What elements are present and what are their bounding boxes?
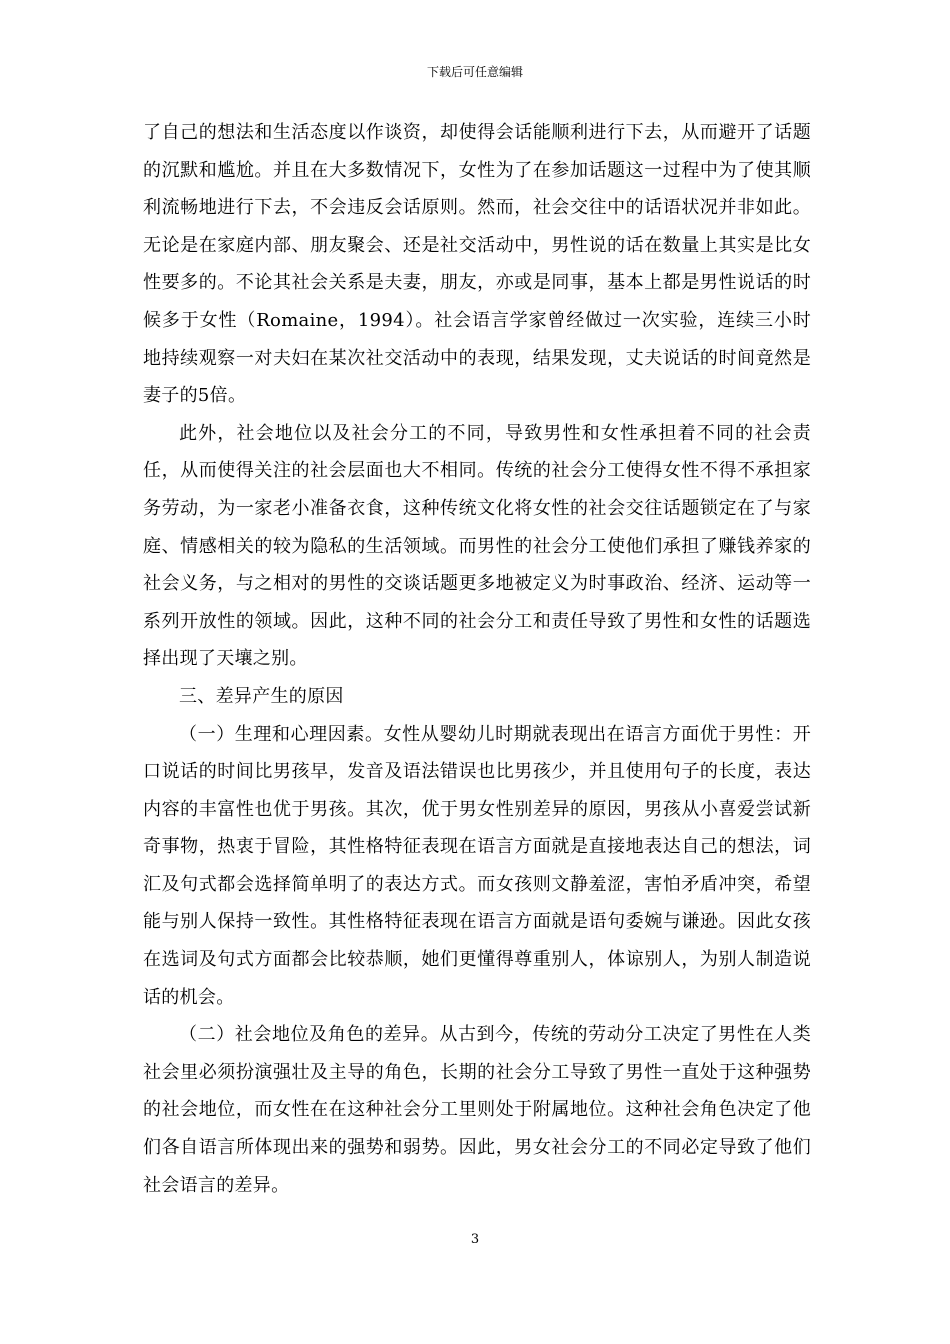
page-number: 3 bbox=[470, 1232, 480, 1247]
section-heading: 三、差异产生的原因 bbox=[179, 685, 344, 707]
paragraph-3: （一）生理和心理因素。女性从婴幼儿时期就表现出在语言方面优于男性：开口说话的时间比男孩早，发音及语法错误也比男孩少，并且使用句子的长度，表达内容的丰富性也优于男孩。其次，优于男女性别差异的原因，男孩从小喜爱尝试新奇事物，热衷于冒险，其性格特征表现在语言方面就是直接地表达自己的想法，词汇及句式都会选择简单明了的表达方式。而女孩则文静羞涩，害怕矛盾冲突，希望能与别人保持一致性。其性格特征表现在语言方面就是语句委婉与谦逊。因此女孩在选词及句式方面都会比较恭顺，她们更懂得尊重别人，体谅别人，为别人制造说话的机会。 bbox=[143, 723, 811, 1008]
paragraph-2: 此外，社会地位以及社会分工的不同，导致男性和女性承担着不同的社会责任，从而使得关注的社会层面也大不相同。传统的社会分工使得女性不得不承担家务劳动，为一家老小准备衣食，这种传统文化将女性的社会交往话题锁定在了与家庭、情感相关的较为隐私的生活领域。而男性的社会分工使他们承担了赚钱养家的社会义务，与之相对的男性的交谈话题更多地被定义为时事政治、经济、运动等一系列开放性的领域。因此，这种不同的社会分工和责任导致了男性和女性的话题选择出现了天壤之别。 bbox=[143, 422, 811, 670]
paragraph-1: 了自己的想法和生活态度以作谈资，却使得会话能顺利进行下去，从而避开了话题的沉默和尴尬。并且在大多数情况下，女性为了在参加话题这一过程中为了使其顺利流畅地进行下去，不会违反会话原则。然而，社会交往中的话语状况并非如此。无论是在家庭内部、朋友聚会、还是社交活动中，男性说的话在数量上其实是比女性要多的。不论其社会关系是夫妻，朋友，亦或是同事，基本上都是男性说话的时候多于女性（Romaine，1994）。社会语言学家曾经做过一次实验，连续三小时地持续观察一对夫妇在某次社交活动中的表现，结果发现，丈夫说话的时间竟然是妻子的5倍。 bbox=[143, 122, 811, 407]
document-body bbox=[143, 114, 811, 1204]
page-header: 下载后可任意编辑 bbox=[426, 65, 523, 79]
paragraph-4: （二）社会地位及角色的差异。从古到今，传统的劳动分工决定了男性在人类社会里必须扮演强壮及主导的角色，长期的社会分工导致了男性一直处于这种强势的社会地位，而女性在在这种社会分工里则处于附属地位。这种社会角色决定了他们各自语言所体现出来的强势和弱势。因此，男女社会分工的不同必定导致了他们社会语言的差异。 bbox=[143, 1024, 811, 1196]
